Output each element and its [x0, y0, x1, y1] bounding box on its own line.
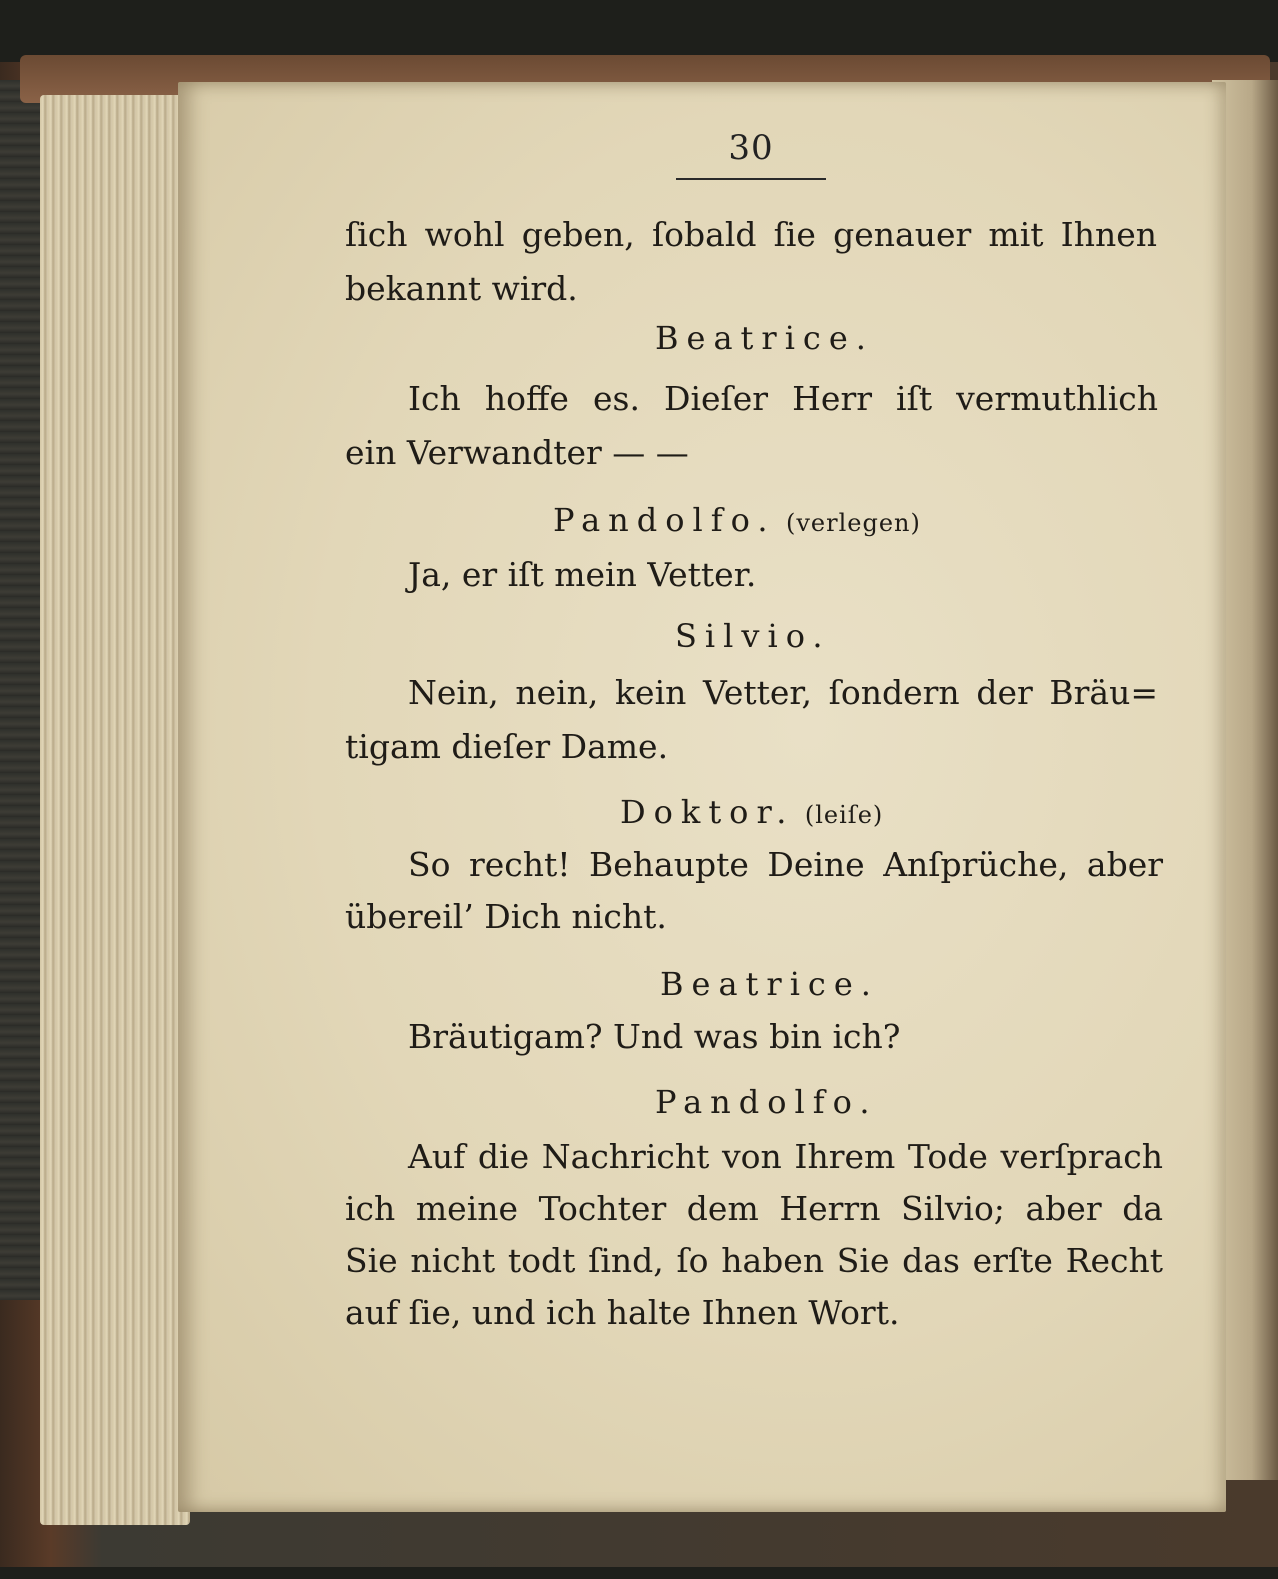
speaker-heading [553, 501, 921, 539]
text-line: Ja, er iſt mein Vetter. [408, 555, 757, 594]
text-line: Nein, nein, kein Vetter, ſondern der Bräu= [408, 673, 1158, 712]
page-stack [40, 95, 190, 1525]
speaker-heading [620, 793, 884, 831]
speaker-name: Beatrice. [655, 319, 874, 357]
text-line: ſich wohl geben, ſobald ſie genauer mit Ihnen [345, 215, 1157, 254]
text-line: bekannt wird. [345, 269, 578, 308]
text-line: Sie nicht todt ſind, ſo haben Sie das erſte Recht [345, 1241, 1163, 1280]
text-line: So recht! Behaupte Deine Anſprüche, aber [408, 845, 1163, 884]
text-line: ich meine Tochter dem Herrn Silvio; aber da [345, 1189, 1163, 1228]
speaker-name: Silvio. [675, 617, 831, 655]
text-line: auf ſie, und ich halte Ihnen Wort. [345, 1293, 900, 1332]
speaker-name: Pandolfo. [655, 1083, 878, 1121]
text-line: Auf die Nachricht von Ihrem Tode verſprach [408, 1137, 1163, 1176]
page-number-rule [676, 178, 826, 180]
speaker-name: Pandolfo. [553, 501, 776, 539]
text-line: Ich hoffe es. Dieſer Herr iſt vermuthlich [408, 379, 1158, 418]
stage-direction: (leiſe) [804, 801, 884, 829]
speaker-name: Beatrice. [660, 965, 879, 1003]
text-line: übereil’ Dich nicht. [345, 897, 667, 936]
page-number: 30 [728, 128, 774, 168]
text-line: Bräutigam? Und was bin ich? [408, 1017, 901, 1056]
text-line: tigam dieſer Dame. [345, 727, 669, 766]
text-line: ein Verwandter — — [345, 433, 689, 472]
speaker-name: Doktor. [620, 793, 795, 831]
cover-spine-edge [0, 80, 42, 1300]
stage-direction: (verlegen) [785, 509, 921, 537]
